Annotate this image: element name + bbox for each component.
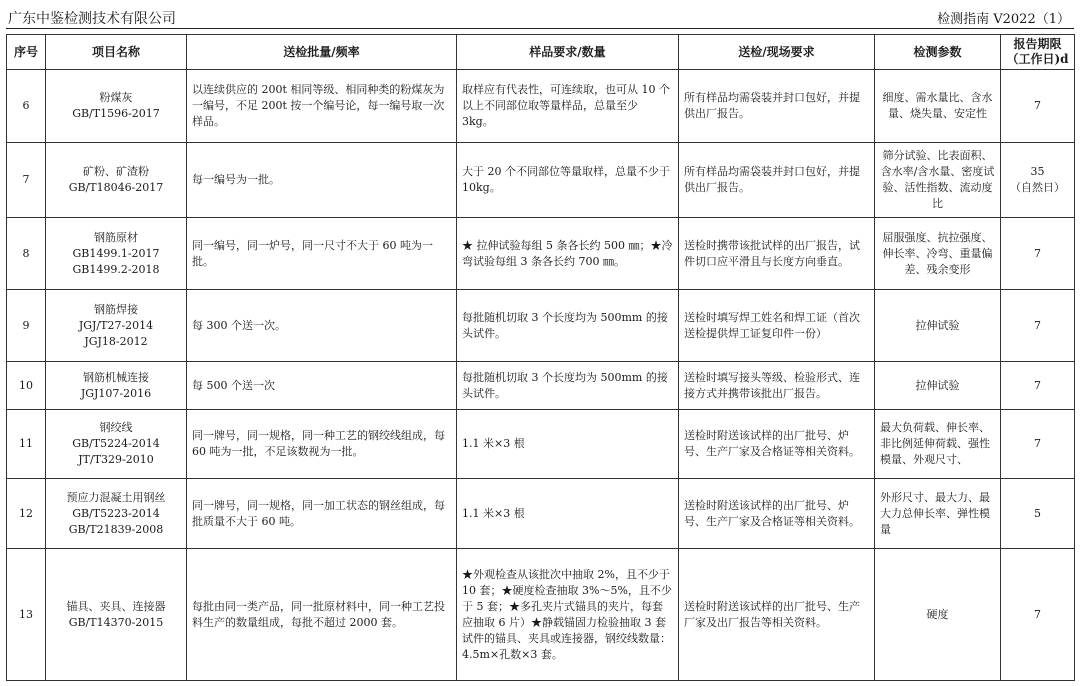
column-header-params: 检测参数 [875, 35, 1001, 70]
cell-name [46, 290, 187, 362]
cell-batch: 每一编号为一批。 [187, 143, 457, 218]
item-standard: GB/T1596-2017 [72, 107, 160, 120]
period-value: 35 [1030, 165, 1045, 178]
cell-params: 屈服强度、抗拉强度、伸长率、冷弯、重量偏差、残余变形 [875, 218, 1001, 290]
cell-params: 外形尺寸、最大力、最大力总伸长率、弹性模量 [875, 479, 1001, 549]
column-header-sample: 样品要求/数量 [457, 35, 679, 70]
cell-onsite: 送检时附送该试样的出厂批号、炉号、生产厂家及合格证等相关资料。 [679, 479, 875, 549]
column-header-name: 项目名称 [46, 35, 187, 70]
column-header-seq: 序号 [7, 35, 46, 70]
cell-name [46, 218, 187, 290]
item-name: 钢绞线 [99, 421, 133, 434]
cell-batch: 同一编号，同一炉号，同一尺寸不大于 60 吨为一批。 [187, 218, 457, 290]
cell-params: 筛分试验、比表面积、含水率/含水量、密度试验、活性指数、流动度比 [875, 143, 1001, 218]
cell-period: 5 [1001, 479, 1075, 549]
item-name: 钢筋焊接 [94, 302, 138, 316]
item-name: 钢筋原材 [94, 230, 138, 244]
table-header-row [7, 35, 1075, 70]
company-name: 广东中鉴检测技术有限公司 [8, 11, 176, 27]
cell-onsite: 所有样品均需袋装并封口包好，并提供出厂报告。 [679, 70, 875, 143]
cell-sample: 大于 20 个不同部位等量取样，总量不少于 10kg。 [457, 143, 679, 218]
period-note: （自然日） [1010, 181, 1065, 194]
cell-params: 拉伸试验 [875, 290, 1001, 362]
item-standard: GB1499.1-2017 [72, 246, 160, 260]
cell-batch: 同一牌号，同一规格，同一种工艺的钢绞线组成，每 60 吨为一批，不足该数视为一批。 [187, 410, 457, 479]
cell-seq: 11 [7, 410, 46, 479]
cell-batch: 同一牌号，同一规格，同一加工状态的钢丝组成，每批质量不大于 60 吨。 [187, 479, 457, 549]
cell-sample: 每批随机切取 3 个长度均为 500mm 的接头试件。 [457, 290, 679, 362]
item-standard-2: GB/T21839-2008 [68, 522, 164, 536]
document-version: 检测指南 V2022（1） [937, 12, 1070, 27]
cell-onsite: 所有样品均需袋装并封口包好，并提供出厂报告。 [679, 143, 875, 218]
item-name: 钢筋机械连接 [83, 370, 149, 384]
cell-name [46, 479, 187, 549]
cell-period: 7 [1001, 70, 1075, 143]
cell-sample: 每批随机切取 3 个长度均为 500mm 的接头试件。 [457, 362, 679, 410]
period-header-line2: （工作日)d [1006, 52, 1069, 66]
column-header-batch: 送检批量/频率 [187, 35, 457, 70]
item-standard-2: GB1499.2-2018 [72, 262, 160, 276]
table-row [7, 290, 1075, 362]
item-name: 锚具、夹具、连接器 [66, 599, 166, 613]
cell-params: 最大负荷载、伸长率、非比例延伸荷载、强性模量、外观尺寸、 [875, 410, 1001, 479]
cell-seq: 12 [7, 479, 46, 549]
item-standard: JGJ107-2016 [80, 386, 152, 400]
table-row [7, 218, 1075, 290]
item-standard: GB/T5223-2014 [72, 506, 160, 520]
cell-period: 7 [1001, 290, 1075, 362]
cell-onsite: 送检时携带该批试样的出厂报告，试件切口应平滑且与长度方向垂直。 [679, 218, 875, 290]
item-name: 预应力混凝土用钢丝 [66, 490, 166, 504]
cell-name [46, 362, 187, 410]
page-header [6, 6, 1074, 29]
item-standard-2: JGJ18-2012 [84, 334, 148, 348]
cell-seq: 9 [7, 290, 46, 362]
item-standard: JGJ/T27-2014 [78, 318, 154, 332]
table-row [7, 410, 1075, 479]
item-standard: GB/T14370-2015 [68, 615, 164, 629]
cell-onsite: 送检时填写接头等级、检验形式、连接方式并携带该批出厂报告。 [679, 362, 875, 410]
cell-sample: 1.1 米×3 根 [457, 479, 679, 549]
cell-name [46, 70, 187, 143]
cell-period: 7 [1001, 218, 1075, 290]
column-header-onsite: 送检/现场要求 [679, 35, 875, 70]
item-name: 矿粉、矿渣粉 [83, 165, 149, 178]
column-header-period [1001, 35, 1075, 70]
table-row [7, 143, 1075, 218]
cell-batch: 每批由同一类产品，同一批原材料中，同一种工艺投料生产的数量组成，每批不超过 2000 套。 [187, 549, 457, 681]
cell-seq: 7 [7, 143, 46, 218]
item-standard-2: JT/T329-2010 [78, 453, 154, 466]
cell-period: 7 [1001, 362, 1075, 410]
cell-seq: 8 [7, 218, 46, 290]
cell-onsite: 送检时附送该试样的出厂批号、生产厂家及出厂报告等相关资料。 [679, 549, 875, 681]
cell-onsite: 送检时填写焊工姓名和焊工证（首次送检提供焊工证复印件一份） [679, 290, 875, 362]
cell-params: 拉伸试验 [875, 362, 1001, 410]
cell-sample: 1.1 米×3 根 [457, 410, 679, 479]
cell-name [46, 410, 187, 479]
table-row [7, 362, 1075, 410]
cell-params: 细度、需水量比、含水量、烧失量、安定性 [875, 70, 1001, 143]
cell-seq: 6 [7, 70, 46, 143]
table-row [7, 549, 1075, 681]
table-row [7, 479, 1075, 549]
table-row [7, 70, 1075, 143]
cell-sample: ★ 拉伸试验每组 5 条各长约 500 ㎜；★冷弯试验每组 3 条各长约 700 ㎜。 [457, 218, 679, 290]
cell-batch: 以连续供应的 200t 相同等级、相同种类的粉煤灰为一编号，不足 200t 按一个编号论，每一编号取一次样品。 [187, 70, 457, 143]
cell-period [1001, 143, 1075, 218]
cell-period: 7 [1001, 549, 1075, 681]
testing-guide-table [6, 34, 1075, 681]
cell-batch: 每 500 个送一次 [187, 362, 457, 410]
cell-seq: 10 [7, 362, 46, 410]
cell-sample: 取样应有代表性，可连续取，也可从 10 个以上不同部位取等量样品，总量至少 3kg。 [457, 70, 679, 143]
cell-sample: ★外观检查从该批次中抽取 2%，且不少于 10 套；★硬度检查抽取 3%～5%，且不少于 5 套；★多孔夹片式锚具的夹片，每套应抽取 6 片）★静载锚固力检验抽取 3 套试件的锚具、夹具或连接器，钢绞线数量：4.5m×孔数×3 套。 [457, 549, 679, 681]
cell-onsite: 送检时附送该试样的出厂批号、炉号、生产厂家及合格证等相关资料。 [679, 410, 875, 479]
item-name: 粉煤灰 [99, 91, 133, 104]
period-header-line1: 报告期限 [1013, 37, 1062, 51]
cell-period: 7 [1001, 410, 1075, 479]
cell-seq: 13 [7, 549, 46, 681]
item-standard: GB/T18046-2017 [68, 181, 164, 194]
item-standard: GB/T5224-2014 [72, 437, 160, 450]
cell-name [46, 549, 187, 681]
cell-name [46, 143, 187, 218]
cell-params: 硬度 [875, 549, 1001, 681]
cell-batch: 每 300 个送一次。 [187, 290, 457, 362]
